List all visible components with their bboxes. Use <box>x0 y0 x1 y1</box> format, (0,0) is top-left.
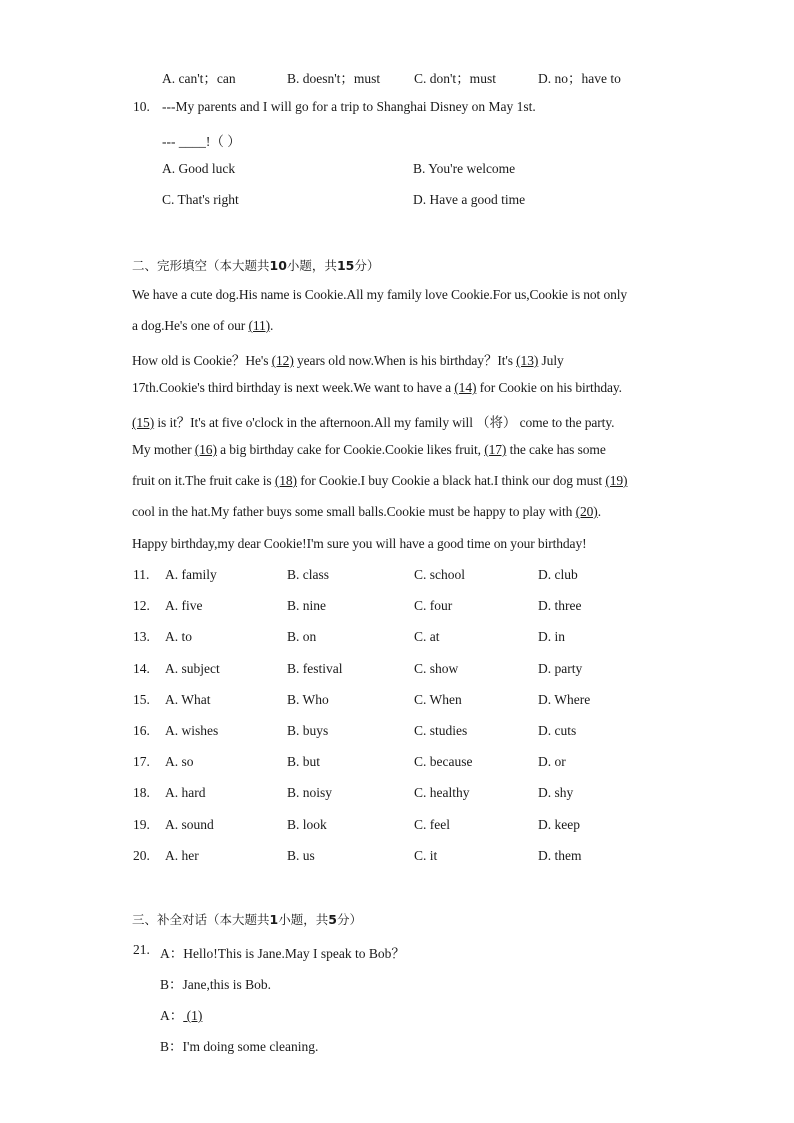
passage-text: for Cookie on his birthday. <box>476 380 622 395</box>
option-c: C. school <box>414 567 466 582</box>
section-title-mid: 小题，共 <box>278 912 329 927</box>
dialogue-text: I'm doing some cleaning. <box>182 1039 319 1054</box>
passage-text: July <box>538 353 564 368</box>
passage-line <box>132 442 606 458</box>
passage-line <box>132 411 614 431</box>
blank-14: (14) <box>454 380 477 395</box>
passage-text: My mother <box>132 442 195 457</box>
passage-text: Happy birthday,my dear Cookie!I'm sure you will have a good time on your birthday! <box>132 536 587 551</box>
passage-text: the cake has some <box>506 442 606 457</box>
question-number: 18. <box>133 785 150 800</box>
option-b: B. noisy <box>287 785 333 800</box>
option-d: D. no；have to <box>538 71 621 86</box>
answer-blank: --- ____!（ ） <box>162 134 241 149</box>
option-a: A. family <box>165 567 217 582</box>
option-a: A. hard <box>165 785 206 800</box>
dialogue-line <box>160 942 405 962</box>
option-d: D. Where <box>538 692 591 707</box>
option-c: C. That's right <box>162 192 239 207</box>
question-number: 21. <box>133 942 150 957</box>
option-c: C. because <box>414 754 473 769</box>
passage-line <box>132 287 627 303</box>
dialogue-text: Jane,this is Bob. <box>182 977 272 992</box>
option-b: B. nine <box>287 598 326 613</box>
question-text: ---My parents and I will go for a trip to Shanghai Disney on May 1st. <box>162 99 536 114</box>
option-d: D. keep <box>538 817 580 832</box>
question-number: 19. <box>133 817 150 832</box>
section-title-prefix: 二、完形填空（本大题共 <box>132 258 270 273</box>
option-a: A. What <box>165 692 211 707</box>
section-title-mid: 小题，共 <box>286 258 337 273</box>
score: 5 <box>328 912 337 927</box>
blank-13: (13) <box>516 353 539 368</box>
dialogue-text: Hello!This is Jane.May I speak to Bob？ <box>183 946 405 961</box>
option-c: C. When <box>414 692 462 707</box>
option-c: C. healthy <box>414 785 470 800</box>
option-d: D. them <box>538 848 582 863</box>
option-d: D. club <box>538 567 578 582</box>
speaker: B： <box>160 1039 183 1054</box>
option-c: C. studies <box>414 723 468 738</box>
question-number: 20. <box>133 848 150 863</box>
option-a: A. to <box>165 629 192 644</box>
passage-text: for Cookie.I buy Cookie a black hat.I think our dog must <box>296 473 606 488</box>
question-number: 10. <box>133 99 150 114</box>
option-a: A. Good luck <box>162 161 236 176</box>
passage-line <box>132 473 627 489</box>
question-count: 1 <box>269 912 279 927</box>
passage-line <box>132 504 601 520</box>
option-b: B. You're welcome <box>413 161 516 176</box>
passage-text: 17th.Cookie's third birthday is next week.We want to have a <box>132 380 455 395</box>
section-title-suffix: 分） <box>354 258 380 273</box>
option-b: B. doesn't；must <box>287 71 381 86</box>
dialogue-line <box>160 1035 318 1055</box>
dialogue-line <box>160 1004 202 1024</box>
passage-line <box>132 536 587 552</box>
option-d: D. shy <box>538 785 574 800</box>
option-d: D. Have a good time <box>413 192 526 207</box>
passage-text: fruit on it.The fruit cake is <box>132 473 275 488</box>
section-title-suffix: 分） <box>336 912 362 927</box>
option-a: A. sound <box>165 817 214 832</box>
option-d: D. three <box>538 598 582 613</box>
blank-1: (1) <box>183 1008 203 1023</box>
question-number: 16. <box>133 723 150 738</box>
question-count: 10 <box>269 258 287 273</box>
option-a: A. so <box>165 754 194 769</box>
option-c: C. it <box>414 848 438 863</box>
blank-19: (19) <box>605 473 628 488</box>
option-d: D. party <box>538 661 583 676</box>
question-number: 12. <box>133 598 150 613</box>
option-d: D. cuts <box>538 723 577 738</box>
question-number: 15. <box>133 692 150 707</box>
passage-text: is it？It's at five o'clock in the afternoon.All my family will （将） come to the party. <box>154 415 615 430</box>
section-3-heading <box>132 910 362 928</box>
passage-text: We have a cute dog.His name is Cookie.All my family love Cookie.For us,Cookie is not only <box>132 287 628 302</box>
passage-text: cool in the hat.My father buys some small balls.Cookie must be happy to play with <box>132 504 576 519</box>
option-b: B. us <box>287 848 315 863</box>
option-b: B. buys <box>287 723 329 738</box>
section-2-heading <box>132 256 379 274</box>
option-c: C. don't；must <box>414 71 496 86</box>
question-number: 17. <box>133 754 150 769</box>
question-number: 13. <box>133 629 150 644</box>
option-a: A. five <box>165 598 203 613</box>
speaker: B： <box>160 977 183 992</box>
option-d: D. or <box>538 754 566 769</box>
speaker: A： <box>160 946 184 961</box>
option-b: B. Who <box>287 692 329 707</box>
question-number: 14. <box>133 661 150 676</box>
option-a: A. can't；can <box>162 71 236 86</box>
blank-16: (16) <box>194 442 217 457</box>
blank-18: (18) <box>274 473 297 488</box>
passage-text: . <box>270 318 274 333</box>
option-b: B. look <box>287 817 327 832</box>
passage-line <box>132 380 622 396</box>
option-b: B. class <box>287 567 329 582</box>
option-b: B. festival <box>287 661 343 676</box>
option-d: D. in <box>538 629 565 644</box>
passage-text: a big birthday cake for Cookie.Cookie likes fruit, <box>216 442 485 457</box>
blank-17: (17) <box>484 442 507 457</box>
passage-text: years old now.When is his birthday？It's <box>293 353 517 368</box>
option-a: A. wishes <box>165 723 219 738</box>
dialogue-line <box>160 973 271 993</box>
blank-15: (15) <box>132 415 155 430</box>
passage-text: . <box>597 504 601 519</box>
score: 15 <box>336 258 355 273</box>
option-b: B. but <box>287 754 321 769</box>
section-title-prefix: 三、补全对话（本大题共 <box>132 912 270 927</box>
option-c: C. show <box>414 661 459 676</box>
blank-20: (20) <box>575 504 598 519</box>
passage-text: How old is Cookie？He's <box>132 353 272 368</box>
passage-line <box>132 349 564 369</box>
question-number: 11. <box>133 567 150 582</box>
passage-text: a dog.He's one of our <box>132 318 249 333</box>
blank-12: (12) <box>271 353 294 368</box>
blank-11: (11) <box>248 318 271 333</box>
option-a: A. subject <box>165 661 220 676</box>
passage-line <box>132 318 273 334</box>
option-a: A. her <box>165 848 199 863</box>
option-c: C. at <box>414 629 440 644</box>
speaker: A： <box>160 1008 184 1023</box>
option-b: B. on <box>287 629 317 644</box>
option-c: C. four <box>414 598 453 613</box>
option-c: C. feel <box>414 817 450 832</box>
